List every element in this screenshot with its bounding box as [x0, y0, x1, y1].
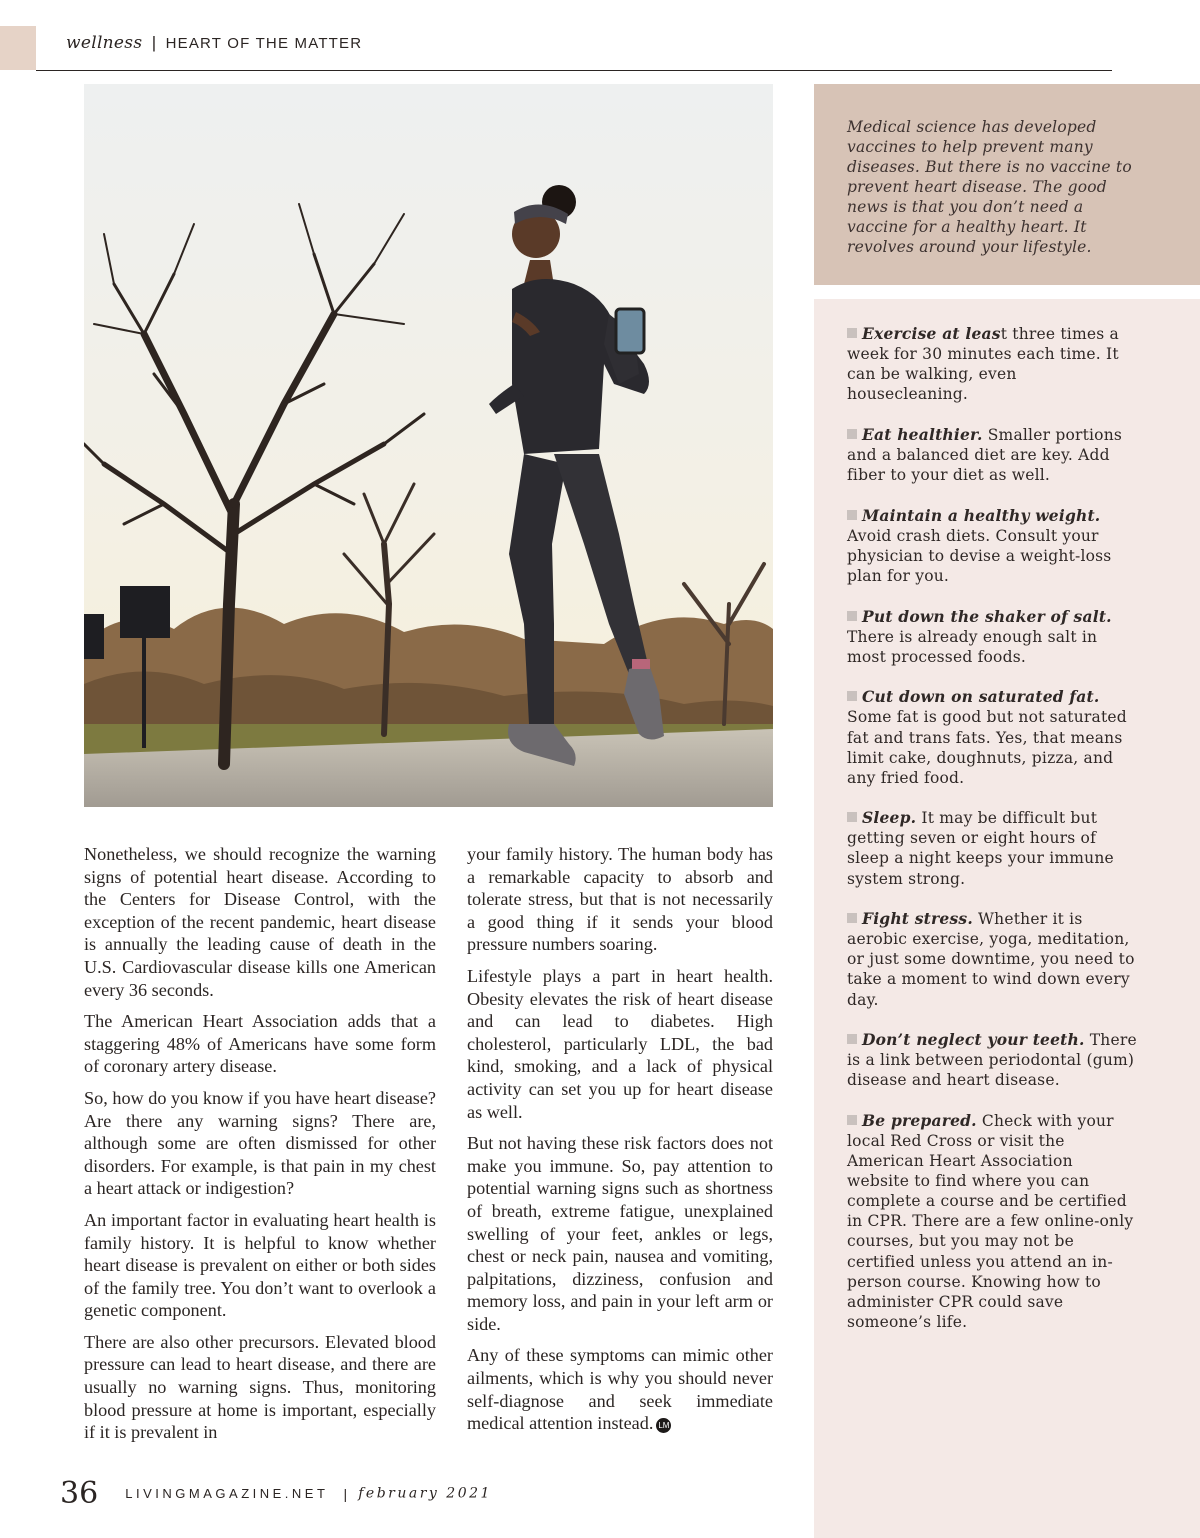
- tip-body: Smaller portions and a balanced diet are key. Add fiber to your diet as well.: [847, 425, 1123, 485]
- tip-lead: Eat healthier.: [862, 424, 983, 444]
- pull-quote: Medical science has developed vaccines to help prevent many diseases. But there is no vaccine to prevent heart disease. The good news is that you don’t need a vaccine for a healthy heart. It revolves around your lifestyle.: [847, 118, 1132, 256]
- end-mark-icon: LM: [656, 1418, 671, 1433]
- tip-lead: Sleep.: [862, 808, 917, 828]
- section-name: wellness: [66, 33, 143, 53]
- tips-list: [847, 324, 1137, 1352]
- tip-lead: Don’t neglect your teeth.: [862, 1030, 1085, 1050]
- tip-body: Whether it is aerobic exercise, yoga, meditation, or just some downtime, you need to take a moment to wind down every day.: [847, 910, 1135, 1009]
- final-paragraph-text: Any of these symptoms can mimic other ailments, which is why you should never self-diagnose and seek immediate medical attention instead.: [467, 1345, 773, 1434]
- square-bullet-icon: [847, 812, 857, 822]
- square-bullet-icon: [847, 429, 857, 439]
- tip-body: Avoid crash diets. Consult your physician to devise a weight-loss plan for you.: [847, 526, 1112, 585]
- body-paragraph-final: [467, 1344, 773, 1434]
- tip-lead: Exercise at leas: [862, 324, 1001, 343]
- tip-lead: Maintain a healthy weight.: [862, 505, 1101, 525]
- tip-item: [847, 909, 1137, 1009]
- header-rule: [36, 70, 1112, 71]
- article-title: HEART OF THE MATTER: [165, 35, 363, 52]
- jogger-photo: [84, 84, 773, 807]
- tip-item: [847, 1111, 1137, 1332]
- body-paragraph: The American Heart Association adds that a staggering 48% of Americans have some form of coronary artery disease.: [84, 1011, 436, 1077]
- square-bullet-icon: [847, 691, 857, 701]
- body-paragraph: your family history. The human body has a remarkable capacity to absorb and tolerate stress, but that is not necessarily a good thing if it sends your blood pressure numbers soaring.: [467, 844, 773, 955]
- tip-item: [847, 425, 1137, 485]
- tip-lead: Fight stress.: [862, 909, 973, 929]
- tip-body: Check with your local Red Cross or visit the American Heart Association website to find where you can complete a course and be certified in CPR. There are a few online-only courses, but you may not be certified unless you attend an in-person course. Knowing how to administer CPR could save someone’s life.: [847, 1111, 1134, 1331]
- body-paragraph: But not having these risk factors does not make you immune. So, pay attention to potential warning signs such as shortness of breath, extreme fatigue, unexplained swelling of your feet, ankles or legs, chest or neck pain, nausea and vomiting, palpitations, dizziness, confusion and memory loss, and pain in your left arm or side.: [467, 1133, 773, 1334]
- running-header: [66, 33, 362, 57]
- page-footer: [60, 1476, 492, 1516]
- tip-item: [847, 324, 1137, 404]
- square-bullet-icon: [847, 611, 857, 621]
- pull-quote-box: [814, 84, 1200, 285]
- body-column-left: [84, 843, 436, 1453]
- square-bullet-icon: [847, 913, 857, 923]
- tip-body: There is already enough salt in most processed foods.: [847, 627, 1098, 666]
- body-paragraph: An important factor in evaluating heart health is family history. It is helpful to know whether heart disease is prevalent on either or both sides of the family tree. You don’t want to overlook a genetic component.: [84, 1209, 436, 1321]
- tip-lead: Be prepared.: [862, 1110, 977, 1130]
- tip-item: [847, 607, 1137, 667]
- tips-sidebar: [814, 299, 1200, 1538]
- body-column-right: [467, 843, 773, 1444]
- page-tab-marker: [0, 26, 36, 70]
- tip-lead: Put down the shaker of salt.: [862, 606, 1112, 626]
- footer-issue: february 2021: [358, 1485, 492, 1502]
- tip-body: t three times a week for 30 minutes each time. It can be walking, even housecleaning.: [847, 325, 1119, 404]
- footer-separator: |: [343, 1485, 348, 1502]
- tip-lead: Cut down on saturated fat.: [862, 687, 1100, 707]
- square-bullet-icon: [847, 1034, 857, 1044]
- body-paragraph: So, how do you know if you have heart disease? Are there any warning signs? There are, although some are often dismissed for other disorders. For example, is that pain in my chest a heart attack or indigestion?: [84, 1087, 436, 1199]
- body-paragraph: Nonetheless, we should recognize the warning signs of potential heart disease. According to the Centers for Disease Control, with the exception of the recent pandemic, heart disease is annually the leading cause of death in the U.S. Cardiovascular disease kills one American every 36 seconds.: [84, 844, 436, 1000]
- header-separator: |: [151, 33, 157, 52]
- body-paragraph: Lifestyle plays a part in heart health. Obesity elevates the risk of heart disease and can lead to diabetes. High cholesterol, particularly LDL, the bad kind, smoking, and a lack of physical activity can set you up for heart disease as well.: [467, 965, 773, 1122]
- page-number: 36: [60, 1476, 99, 1511]
- body-paragraph: There are also other precursors. Elevated blood pressure can lead to heart disease, and there are usually no warning signs. Thus, monitoring blood pressure at home is important, especially if it is prevalent in: [84, 1331, 436, 1443]
- tip-item: [847, 687, 1137, 787]
- tip-item: [847, 808, 1137, 888]
- tip-body: It may be difficult but getting seven or eight hours of sleep a night keeps your immune system strong.: [847, 809, 1114, 888]
- tip-item: [847, 506, 1137, 586]
- tip-body: There is a link between periodontal (gum) disease and heart disease.: [847, 1031, 1137, 1090]
- tip-item: [847, 1030, 1137, 1090]
- tip-body: Some fat is good but not saturated fat and trans fats. Yes, that means limit cake, doughnuts, pizza, and any fried food.: [847, 708, 1127, 787]
- footer-site: LIVINGMAGAZINE.NET: [125, 1486, 329, 1501]
- square-bullet-icon: [847, 1115, 857, 1125]
- square-bullet-icon: [847, 328, 857, 338]
- square-bullet-icon: [847, 510, 857, 520]
